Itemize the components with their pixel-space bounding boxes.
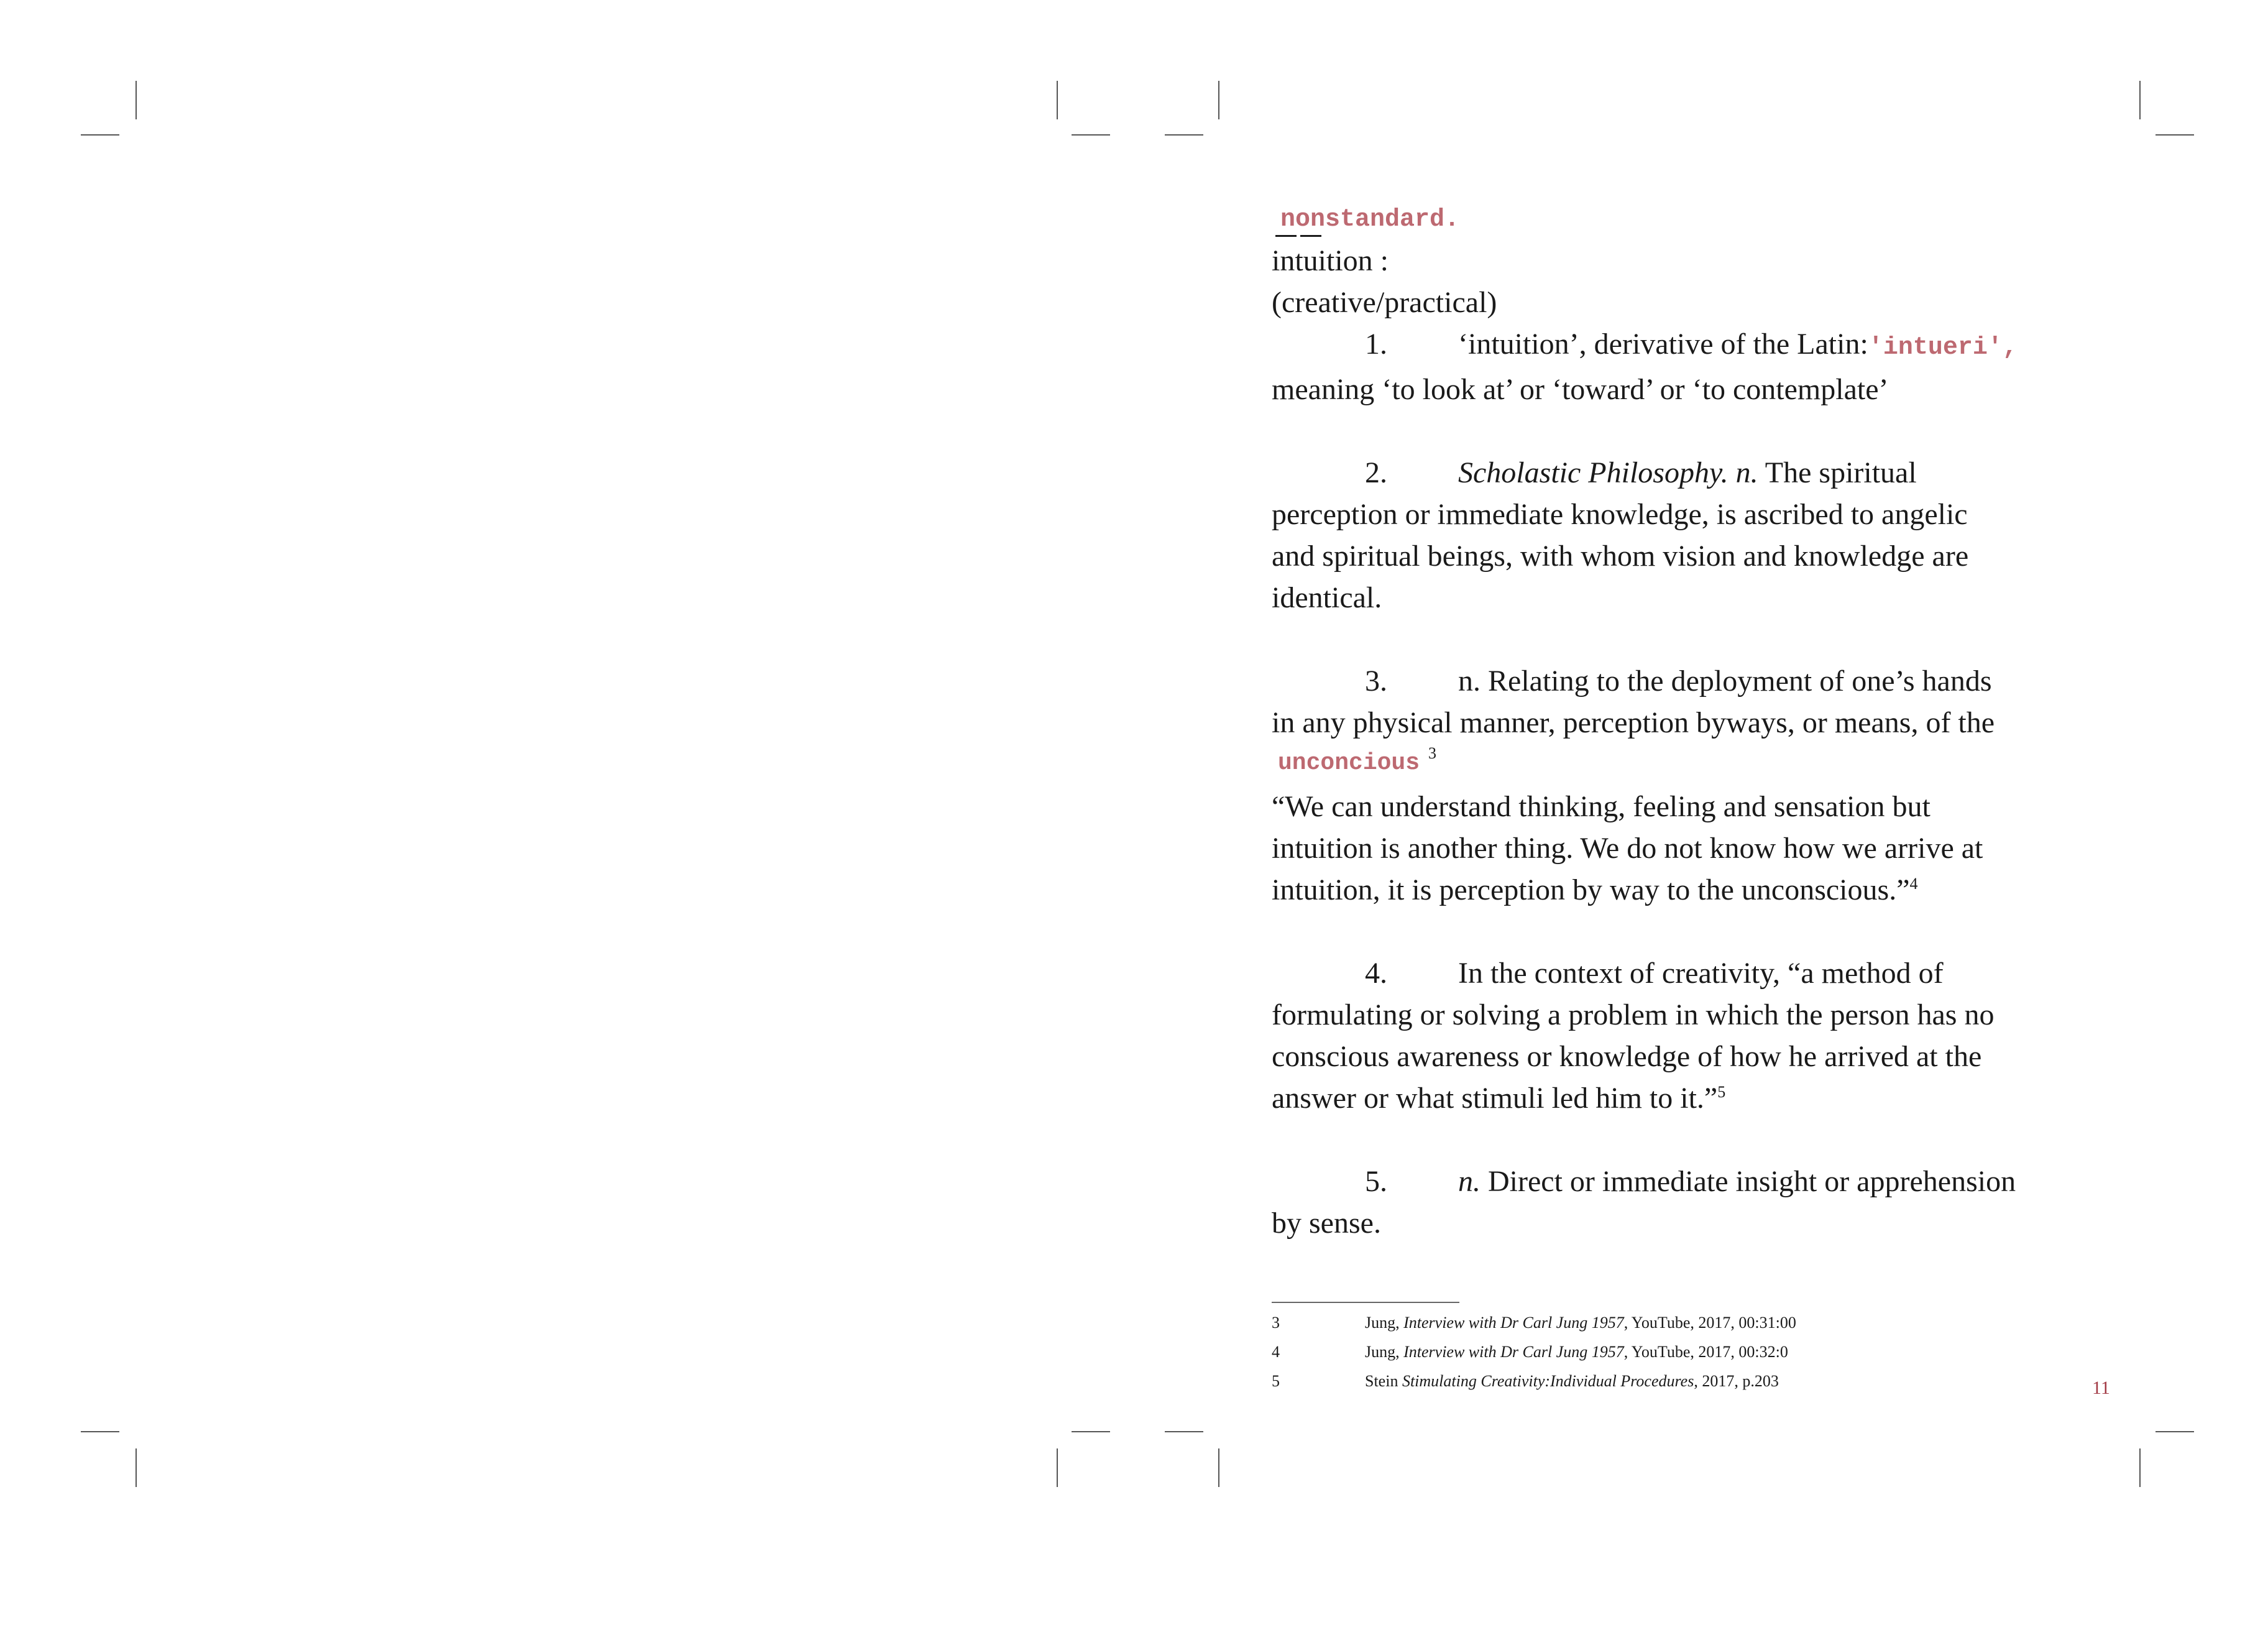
quote-line-last: intuition, it is perception by way to the unconscious.”$^4$ — [1272, 873, 1918, 906]
crop-mark — [1057, 1448, 1058, 1487]
crop-mark — [2156, 134, 2194, 136]
latin-stamp: 'intueri', — [1868, 334, 2018, 362]
footnote-ref: 3 — [1428, 744, 1437, 762]
entry-3-stamp-line — [1272, 745, 2098, 778]
crop-mark — [1165, 134, 1203, 136]
entry-1-line-1: 1. ‘intuition’, derivative of the Latin:'intueri', — [1272, 323, 2098, 369]
entry-4-line-last: answer or what stimuli led him to it.”$^5$ — [1272, 1082, 1726, 1115]
dash-rule — [1272, 235, 2098, 240]
entry-number: 1. — [1365, 328, 1387, 361]
entry-number: 4. — [1365, 957, 1387, 990]
definition-body — [1272, 205, 2098, 1244]
entry-5-line-2: by sense. — [1272, 1207, 1381, 1240]
footnote: 3 Jung, Interview with Dr Carl Jung 1957, YouTube, 2017, 00:31:00 — [1272, 1314, 1796, 1332]
crop-mark — [1072, 134, 1110, 136]
footnote-divider — [1272, 1302, 1459, 1303]
crop-mark — [81, 1431, 119, 1432]
entry-2-line-1: 2. Scholastic Philosophy. n. The spiritual — [1272, 452, 2098, 494]
entry-2-line: and spiritual beings, with whom vision and knowledge are — [1272, 540, 1969, 573]
crop-mark — [135, 1448, 137, 1487]
entry-number: 3. — [1365, 665, 1387, 698]
quote-line: “We can understand thinking, feeling and sensation but — [1272, 790, 1931, 823]
crop-mark — [1218, 81, 1219, 119]
heading-stamp: nonstandard. — [1280, 206, 1460, 234]
footnote-ref: 4 — [1909, 875, 1918, 893]
footnote: 5 Stein Stimulating Creativity:Individual Procedures, 2017, p.203 — [1272, 1372, 1779, 1390]
crop-mark — [1057, 81, 1058, 119]
unconcious-stamp: unconcious — [1278, 750, 1420, 776]
entry-5-line-1: 5. n. Direct or immediate insight or apprehension — [1272, 1161, 2098, 1202]
footnote: 4 Jung, Interview with Dr Carl Jung 1957, YouTube, 2017, 00:32:0 — [1272, 1343, 1788, 1361]
entry-number: 5. — [1365, 1165, 1387, 1198]
entry-3-line-1: 3. n. Relating to the deployment of one’s hands — [1272, 660, 2098, 702]
entry-number: 2. — [1365, 456, 1387, 489]
term-title: intuition : — [1272, 244, 1389, 277]
footnote-ref: 5 — [1717, 1083, 1726, 1101]
crop-mark — [2139, 81, 2141, 119]
entry-3-line-2: in any physical manner, perception byways, or means, of the — [1272, 706, 1995, 739]
entry-4-line-1: 4. In the context of creativity, “a method of — [1272, 952, 2098, 994]
entry-2-line: perception or immediate knowledge, is ascribed to angelic — [1272, 498, 1968, 531]
entry-4-line: conscious awareness or knowledge of how he arrived at the — [1272, 1040, 1982, 1073]
entry-1-line-2: meaning ‘to look at’ or ‘toward’ or ‘to contemplate’ — [1272, 373, 1889, 406]
entry-4-line: formulating or solving a problem in which the person has no — [1272, 998, 1995, 1031]
crop-mark — [1072, 1431, 1110, 1432]
page-number: 11 — [2092, 1378, 2110, 1398]
crop-mark — [2156, 1431, 2194, 1432]
crop-mark — [2139, 1448, 2141, 1487]
quote-line: intuition is another thing. We do not know how we arrive at — [1272, 832, 1983, 865]
crop-mark — [1218, 1448, 1219, 1487]
crop-mark — [135, 81, 137, 119]
footnotes — [1272, 1308, 2098, 1396]
term-subtitle: (creative/practical) — [1272, 286, 1497, 319]
entry-2-line: identical. — [1272, 581, 1382, 614]
crop-mark — [81, 134, 119, 136]
crop-mark — [1165, 1431, 1203, 1432]
